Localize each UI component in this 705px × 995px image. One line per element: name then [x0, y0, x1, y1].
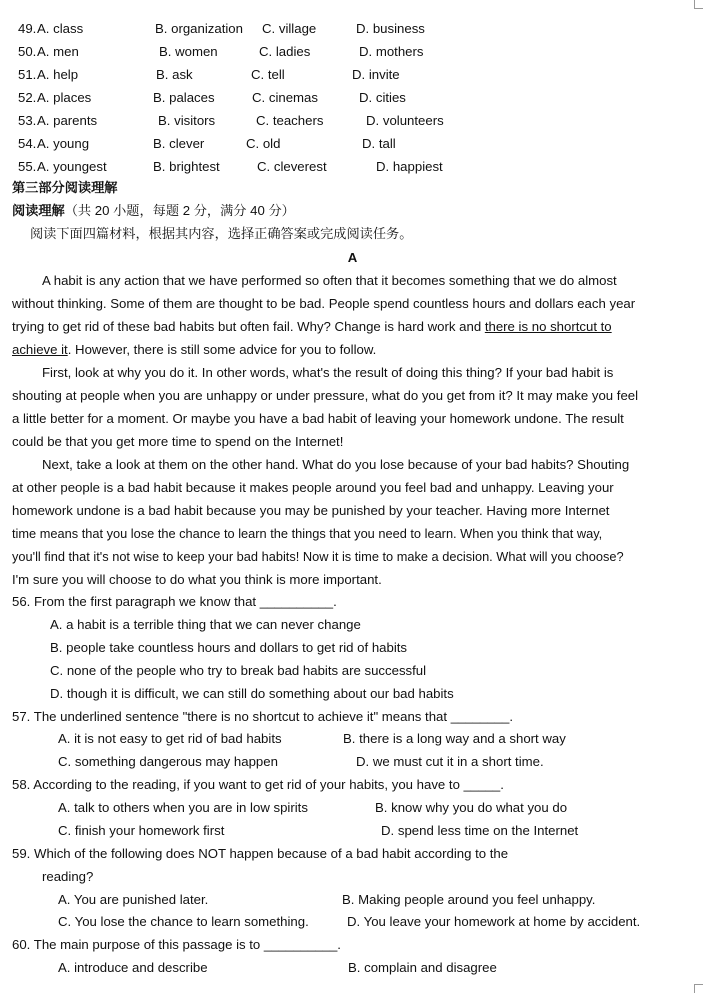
answer-option: B. know why you do what you do — [375, 800, 568, 815]
passage-line: A habit is any action that we have performed so often that it becomes something that we do almost — [42, 273, 617, 288]
question-number: 55. — [18, 159, 37, 174]
passage-line: you'll find that it's not wise to keep your bad habits! Now it is time to make a decision. What will you choose? — [12, 549, 624, 564]
passage-line: without thinking. Some of them are thought to be bad. People spend countless hours and dollars each year — [12, 296, 636, 311]
passage-line: I'm sure you will choose to do what you think is more important. — [12, 572, 382, 587]
question-number: 52. — [18, 90, 37, 105]
answer-option: D. spend less time on the Internet — [381, 823, 579, 838]
option-c: C. teachers — [256, 113, 324, 128]
option-c: C. village — [262, 21, 317, 36]
passage-line — [12, 315, 612, 338]
option-c: C. cleverest — [257, 159, 327, 174]
option-b: B. organization — [155, 21, 243, 36]
question-number: 49. — [18, 21, 37, 36]
answer-option: B. complain and disagree — [348, 960, 497, 975]
answer-option: A. You are punished later. — [58, 892, 209, 907]
passage-label: A — [347, 250, 358, 265]
question-stem: 59. Which of the following does NOT happen because of a bad habit according to the — [12, 846, 509, 861]
option-d: D. invite — [352, 67, 400, 82]
answer-option: B. Making people around you feel unhappy. — [342, 892, 596, 907]
underlined-sentence: there is no shortcut to — [484, 319, 612, 334]
subsection-heading — [12, 199, 295, 222]
option-b: B. brightest — [153, 159, 220, 174]
subsection-title: 阅读理解 — [12, 203, 65, 218]
answer-option: C. finish your homework first — [58, 823, 225, 838]
answer-option: D. we must cut it in a short time. — [356, 754, 544, 769]
question-number: 50. — [18, 44, 37, 59]
passage-line: Next, take a look at them on the other hand. What do you lose because of your bad habits? Shouting — [42, 457, 630, 472]
option-c: C. cinemas — [252, 90, 318, 105]
passage-text: . However, there is still some advice for you to follow. — [67, 342, 377, 357]
question-stem: 60. The main purpose of this passage is to __________. — [12, 937, 341, 952]
question-stem: 58. According to the reading, if you want to get rid of your habits, you have to _____. — [12, 777, 504, 792]
answer-option: A. talk to others when you are in low spirits — [58, 800, 308, 815]
answer-option: A. introduce and describe — [58, 960, 208, 975]
option-c: C. tell — [251, 67, 285, 82]
passage-line: could be that you get more time to spend on the Internet! — [12, 434, 344, 449]
passage-line: at other people is a bad habit because it makes people around you feel bad and unhappy. Leaving your — [12, 480, 614, 495]
option-d: D. tall — [362, 136, 396, 151]
section-title: 第三部分阅读理解 — [12, 180, 118, 195]
option-d: D. volunteers — [366, 113, 444, 128]
answer-option: A. it is not easy to get rid of bad habits — [58, 731, 282, 746]
question-number: 53. — [18, 113, 37, 128]
question-stem: 57. The underlined sentence "there is no shortcut to achieve it" means that ________. — [12, 709, 514, 724]
option-d: D. business — [356, 21, 425, 36]
option-b: B. ask — [156, 67, 193, 82]
answer-option: C. none of the people who try to break bad habits are successful — [50, 663, 427, 678]
page-corner-mark-bottom — [694, 984, 703, 993]
answer-option: B. there is a long way and a short way — [343, 731, 566, 746]
passage-line: First, look at why you do it. In other words, what's the result of doing this thing? If your bad habit is — [42, 365, 614, 380]
passage-line: time means that you lose the chance to learn the things that you need to learn. When you think that way, — [12, 526, 603, 541]
option-d: D. happiest — [376, 159, 443, 174]
answer-option: C. something dangerous may happen — [58, 754, 278, 769]
passage-line: a little better for a moment. Or maybe you have a bad habit of leaving your homework undone. The result — [12, 411, 624, 426]
answer-option: B. people take countless hours and dollars to get rid of habits — [50, 640, 408, 655]
question-number: 51. — [18, 67, 37, 82]
option-a: A. parents — [37, 113, 98, 128]
option-c: C. old — [246, 136, 281, 151]
option-d: D. cities — [359, 90, 406, 105]
option-d: D. mothers — [359, 44, 424, 59]
option-a: A. places — [37, 90, 92, 105]
instructions: 阅读下面四篇材料，根据其内容，选择正确答案或完成阅读任务。 — [30, 226, 413, 241]
option-a: A. class — [37, 21, 84, 36]
option-a: A. young — [37, 136, 90, 151]
option-c: C. ladies — [259, 44, 311, 59]
underlined-sentence: achieve it — [12, 342, 68, 357]
subsection-note: （共 20 小题，每题 2 分，满分 40 分） — [64, 203, 295, 218]
option-b: B. palaces — [153, 90, 215, 105]
page-corner-mark-top — [694, 0, 703, 9]
option-a: A. help — [37, 67, 79, 82]
passage-line — [12, 338, 376, 361]
question-stem: reading? — [42, 869, 94, 884]
answer-option: C. You lose the chance to learn something. — [58, 914, 309, 929]
option-b: B. clever — [153, 136, 205, 151]
passage-line: homework undone is a bad habit because you may be punished by your teacher. Having more Internet — [12, 503, 610, 518]
option-a: A. men — [37, 44, 79, 59]
option-b: B. women — [159, 44, 218, 59]
passage-line: shouting at people when you are unhappy or under pressure, what do you get from it? It may make you feel — [12, 388, 639, 403]
question-number: 54. — [18, 136, 37, 151]
passage-text: trying to get rid of these bad habits but often fail. Why? Change is hard work and — [12, 319, 485, 334]
question-stem: 56. From the first paragraph we know that __________. — [12, 594, 337, 609]
answer-option: D. though it is difficult, we can still do something about our bad habits — [50, 686, 454, 701]
option-a: A. youngest — [37, 159, 107, 174]
answer-option: D. You leave your homework at home by accident. — [347, 914, 641, 929]
answer-option: A. a habit is a terrible thing that we can never change — [50, 617, 361, 632]
option-b: B. visitors — [158, 113, 216, 128]
